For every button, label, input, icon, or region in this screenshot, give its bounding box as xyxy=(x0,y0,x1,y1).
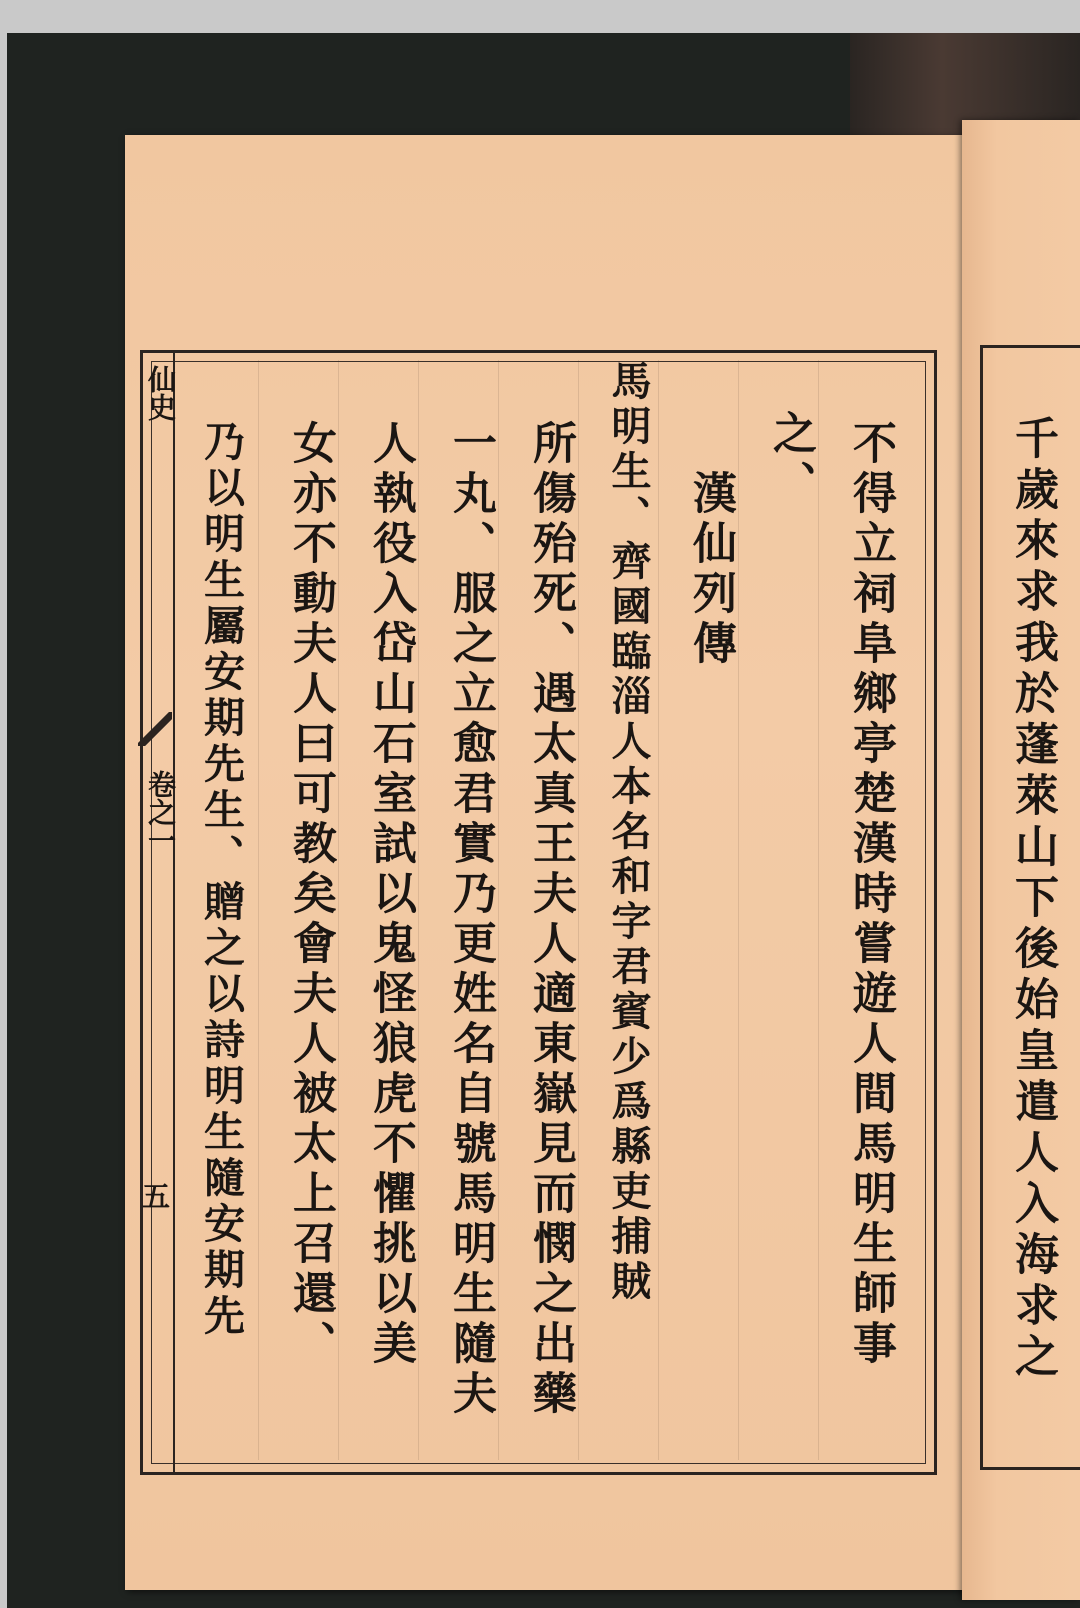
fishtail-mark-icon xyxy=(138,712,172,746)
margin-volume-label: 卷之一 xyxy=(144,770,177,854)
margin-book-title: 仙史 xyxy=(144,365,177,421)
folio-number: 五 xyxy=(142,1180,171,1213)
section-heading: 漢仙列傳 xyxy=(685,470,736,670)
text-column-9: 乃以明生屬安期先生、贈之以詩明生隨安期先 xyxy=(197,420,245,1340)
text-column-4: 馬明生、齊國臨淄人本名和字君賓少爲縣吏捕賊 xyxy=(605,360,652,1305)
text-column-2: 之、 xyxy=(765,410,816,510)
text-column-7: 人執役入岱山石室試以鬼怪狼虎不懼挑以美 xyxy=(365,420,416,1370)
text-column-1: 不得立祠阜鄉亭楚漢時嘗遊人間馬明生師事 xyxy=(845,420,896,1370)
text-column-6: 一丸、服之立愈君實乃更姓名自號馬明生隨夫 xyxy=(445,420,496,1420)
text-column-8: 女亦不動夫人曰可教矣會夫人被太上召還、 xyxy=(285,420,336,1370)
facing-page-column: 千歲來求我於蓬萊山下後始皇遣人入海求之 xyxy=(1007,415,1058,1384)
block-heart xyxy=(135,350,175,1475)
text-column-5: 所傷殆死、遇太真王夫人適東嶽見而憫之出藥 xyxy=(525,420,576,1420)
